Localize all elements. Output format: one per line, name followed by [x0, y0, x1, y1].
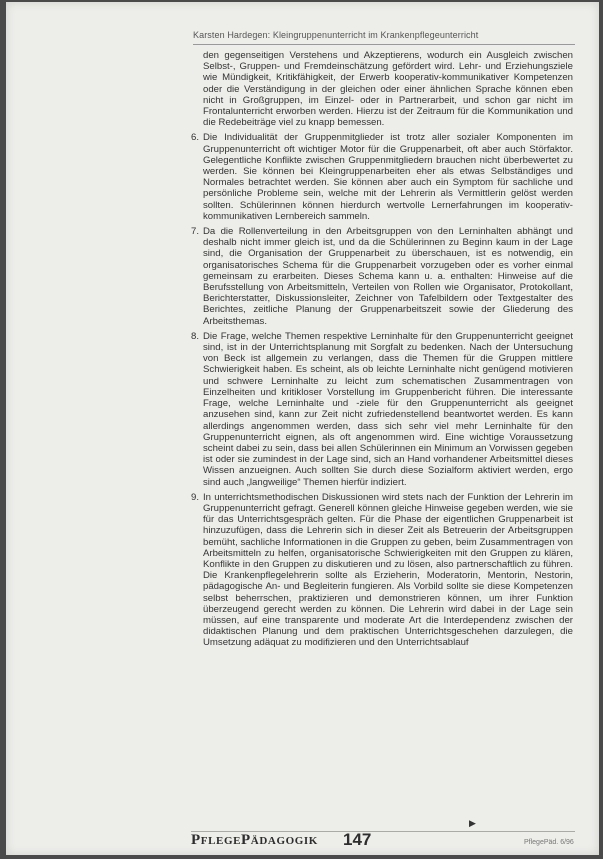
item-number: 7. — [191, 226, 200, 238]
item-text: Die Frage, welche Themen respektive Lerninhalte für den Gruppenunterricht geeignet sind, ist in der Unterrichtsplanung mit Sorgfalt zu bedenken. Nach der Untersuchung von Beck ist allgemein zu verlangen, dass die Themen für die Gruppen mittlere Schwierigkeit haben. Es scheint, als ob leichte Lerninhalte nicht genügend motivieren und schwere Lerninhalte zu leicht zum schematischen Zusammentragen von Einzelheiten und kritikloser Vorstellung im Gruppenbericht führen. Die interessante Frage, welche Lerninhalte und -ziele für den Gruppenunterricht als geeignet anzusehen sind, kann zur Zeit nicht zufriedenstellend beantwortet werden. Es kann allerdings angenommen werden, dass sich sehr viel mehr Lerninhalte für den Gruppenunterricht eignen, als oft angenommen wird. Eine wichtige Voraussetzung scheint dabei zu sein, dass bei allen Schülerinnen ein Minimum an Vorwissen gegeben ist oder sie zumindest in der Lage sind, sich an Hand vorhandener Arbeitsmittel dieses Wissen anzueignen. Auch sollten Sie durch diese Sozialform aktiviert werden, ergo sind auch „langweilige“ Themen hierfür indiziert. — [203, 330, 573, 488]
header-rule — [193, 44, 575, 45]
page-number: 147 — [343, 830, 372, 849]
list-item — [191, 226, 573, 327]
item-number: 9. — [191, 491, 200, 503]
continuation-paragraph: den gegenseitigen Verstehens und Akzeptierens, wodurch ein Ausgleich zwischen Selbst-, Gruppen- und Fremdeinschätzung gefördert wird. Lehr- und Erziehungsziele wie Mündigkeit, Kritikfähigkeit, der Erwerb kooperativ-kommunikativer Kompetenzen oder die Verständigung in der gleichen oder einer ähnlichen Sprache können eben nicht in Großgruppen, im Einzel- oder in Partnerarbeit, und schon gar nicht im Frontalunterricht erworben werden. Hierzu ist der Zeitraum für die Kommunikation und die Redebeiträge viel zu knapp bemessen. — [203, 50, 573, 129]
item-text: Die Individualität der Gruppenmitglieder ist trotz aller sozialer Komponenten im Gruppenunterricht oft wichtiger Motor für die Gruppenarbeit, oft aber auch Störfaktor. Gelegentliche Konflikte zwischen Gruppenmitgliedern brauchen nicht überbewertet zu werden. Sie können bei Kleingruppenarbeiten eher als etwas Selbständiges und Normales betrachtet werden. Sie können aber auch ein Symptom für sachliche und persönliche Probleme sein, welche mit der Lehrerin als Vermittlerin gelöst werden sollten. Schülerinnen können hierdurch wertvolle Lernerfahrungen im kooperativ-kommunikativen Lernbereich sammeln. — [203, 132, 573, 222]
list-item — [191, 492, 573, 649]
list-item — [191, 132, 573, 222]
list-item — [191, 331, 573, 488]
item-number: 8. — [191, 330, 200, 342]
continuation-mark: ▶ — [469, 818, 476, 828]
item-text: Da die Rollenverteilung in den Arbeitsgruppen von den Lerninhalten abhängt und deshalb nicht immer gleich ist, und da die Schülerinnen zu Beginn kaum in der Lage sind, die Organisation der Gruppenarbeit zu überschauen, ist es notwendig, ein organisatorisches Schema für die Gruppenarbeit vorzugeben oder es vorher einmal gemeinsam zu erarbeiten. Dieses Schema kann u. a. enthalten: Hinweise auf die Berufsstellung von Arbeitsmitteln, Verteilen von Rollen wie Organisator, Protokollant, Berichterstatter, Diskussionsleiter, Zeichner von Tafelbildern oder Textgestalter des Berichtes, zeitliche Planung der Gruppenarbeitszeit sowie der Gliederung des Arbeitsthemas. — [203, 226, 573, 327]
running-header: Karsten Hardegen: Kleingruppenunterricht im Krankenpflegeunterricht — [193, 30, 479, 40]
item-number: 6. — [191, 132, 200, 144]
item-text: In unterrichtsmethodischen Diskussionen wird stets nach der Funktion der Lehrerin im Gruppenunterricht gefragt. Generell können gleiche Hinweise gegeben werden, wie sie für das Unterrichtsgespräch gelten. Für die Phase der eigentlichen Gruppenarbeit ist hinzuzufügen, dass die Lehrerin sich in dieser Zeit als Betreuerin der Arbeitsgruppen bemüht, sachliche Informationen in die Gruppen zu geben, beim Zusammentragen von Arbeitsmitteln zu helfen, organisatorische Schwierigkeiten mit den Gruppen zu klären, Konflikte in den Gruppen zu diskutieren und zu lösen, also partnerschaftlich zu führen. Die Krankenpflegelehrerin sollte als Erzieherin, Moderatorin, Mentorin, Nestorin, pädagogische An- und Begleiterin fungieren. Als Vorbild sollte sie diese Kompetenzen selbst beherrschen, praktizieren und demonstrieren können, um ihrer Funktion überzeugend gerecht werden zu können. Die Lehrerin wird dabei in der Lage sein müssen, auf eine transparente und moderate Art die Interdependenz zwischen der didaktischen Planung und dem praktischen Unterrichtsgeschehen darzulegen, die Umsetzung adäquat zu modifizieren und den Unterrichtsablauf — [203, 491, 573, 649]
journal-title: PflegePädagogik — [191, 832, 318, 848]
article-body — [191, 50, 573, 649]
issue-label: PflegePäd. 6/96 — [524, 839, 574, 846]
